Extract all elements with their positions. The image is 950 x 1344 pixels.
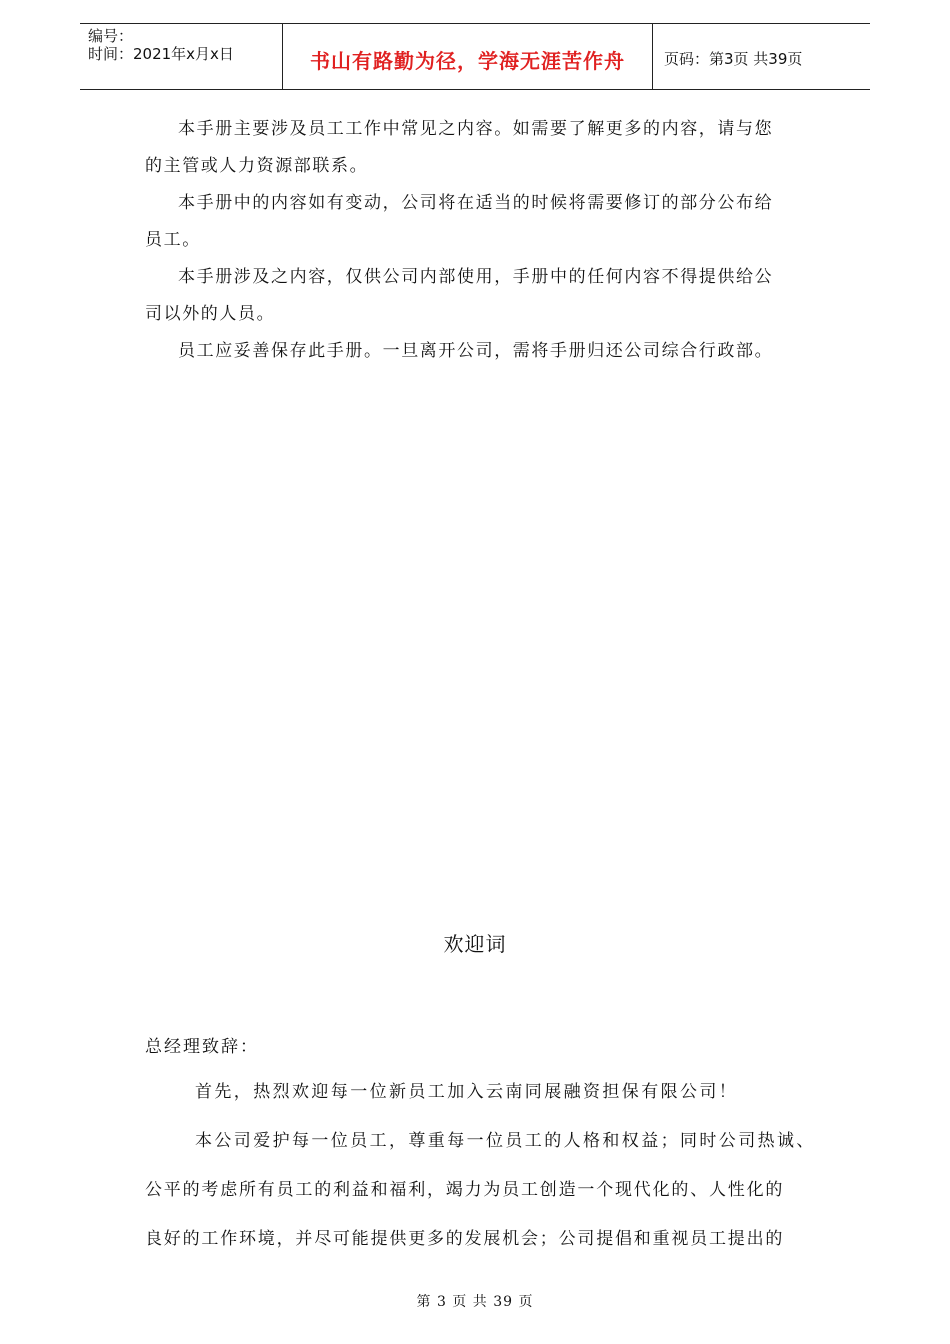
intro-paragraph-line: 本手册涉及之内容，仅供公司内部使用，手册中的任何内容不得提供给公 (178, 267, 774, 287)
welcome-paragraph-line: 本公司爱护每一位员工，尊重每一位员工的人格和权益；同时公司热诚、 (195, 1131, 816, 1151)
header-motto-cell (282, 24, 653, 89)
intro-paragraph-line: 司以外的人员。 (145, 304, 276, 324)
welcome-title: 欢迎词 (443, 932, 507, 956)
document-date-label: 时间：2021年x月x日 (88, 45, 234, 63)
intro-paragraph-line: 员工。 (145, 230, 201, 250)
document-number-label: 编号： (88, 27, 134, 45)
welcome-paragraph-line: 首先，热烈欢迎每一位新员工加入云南同展融资担保有限公司！ (195, 1082, 739, 1102)
intro-paragraph-line: 员工应妥善保存此手册。一旦离开公司，需将手册归还公司综合行政部。 (178, 341, 774, 361)
header-page-cell (653, 24, 870, 89)
header-meta-cell (80, 24, 282, 89)
welcome-paragraph-line: 公平的考虑所有员工的利益和福利，竭力为员工创造一个现代化的、人性化的 (145, 1180, 785, 1200)
intro-paragraph-line: 本手册中的内容如有变动，公司将在适当的时候将需要修订的部分公布给 (178, 193, 774, 213)
welcome-paragraph-line: 良好的工作环境，并尽可能提供更多的发展机会；公司提倡和重视员工提出的 (145, 1229, 785, 1249)
welcome-salutation: 总经理致辞： (145, 1037, 259, 1057)
header-motto: 书山有路勤为径，学海无涯苦作舟 (310, 49, 625, 73)
intro-paragraph-line: 本手册主要涉及员工工作中常见之内容。如需要了解更多的内容，请与您 (178, 119, 774, 139)
page-footer: 第 3 页 共 39 页 (416, 1294, 534, 1310)
intro-paragraph-line: 的主管或人力资源部联系。 (145, 156, 369, 176)
document-header (80, 23, 870, 90)
header-page-number: 页码：第3页 共39页 (664, 50, 803, 68)
